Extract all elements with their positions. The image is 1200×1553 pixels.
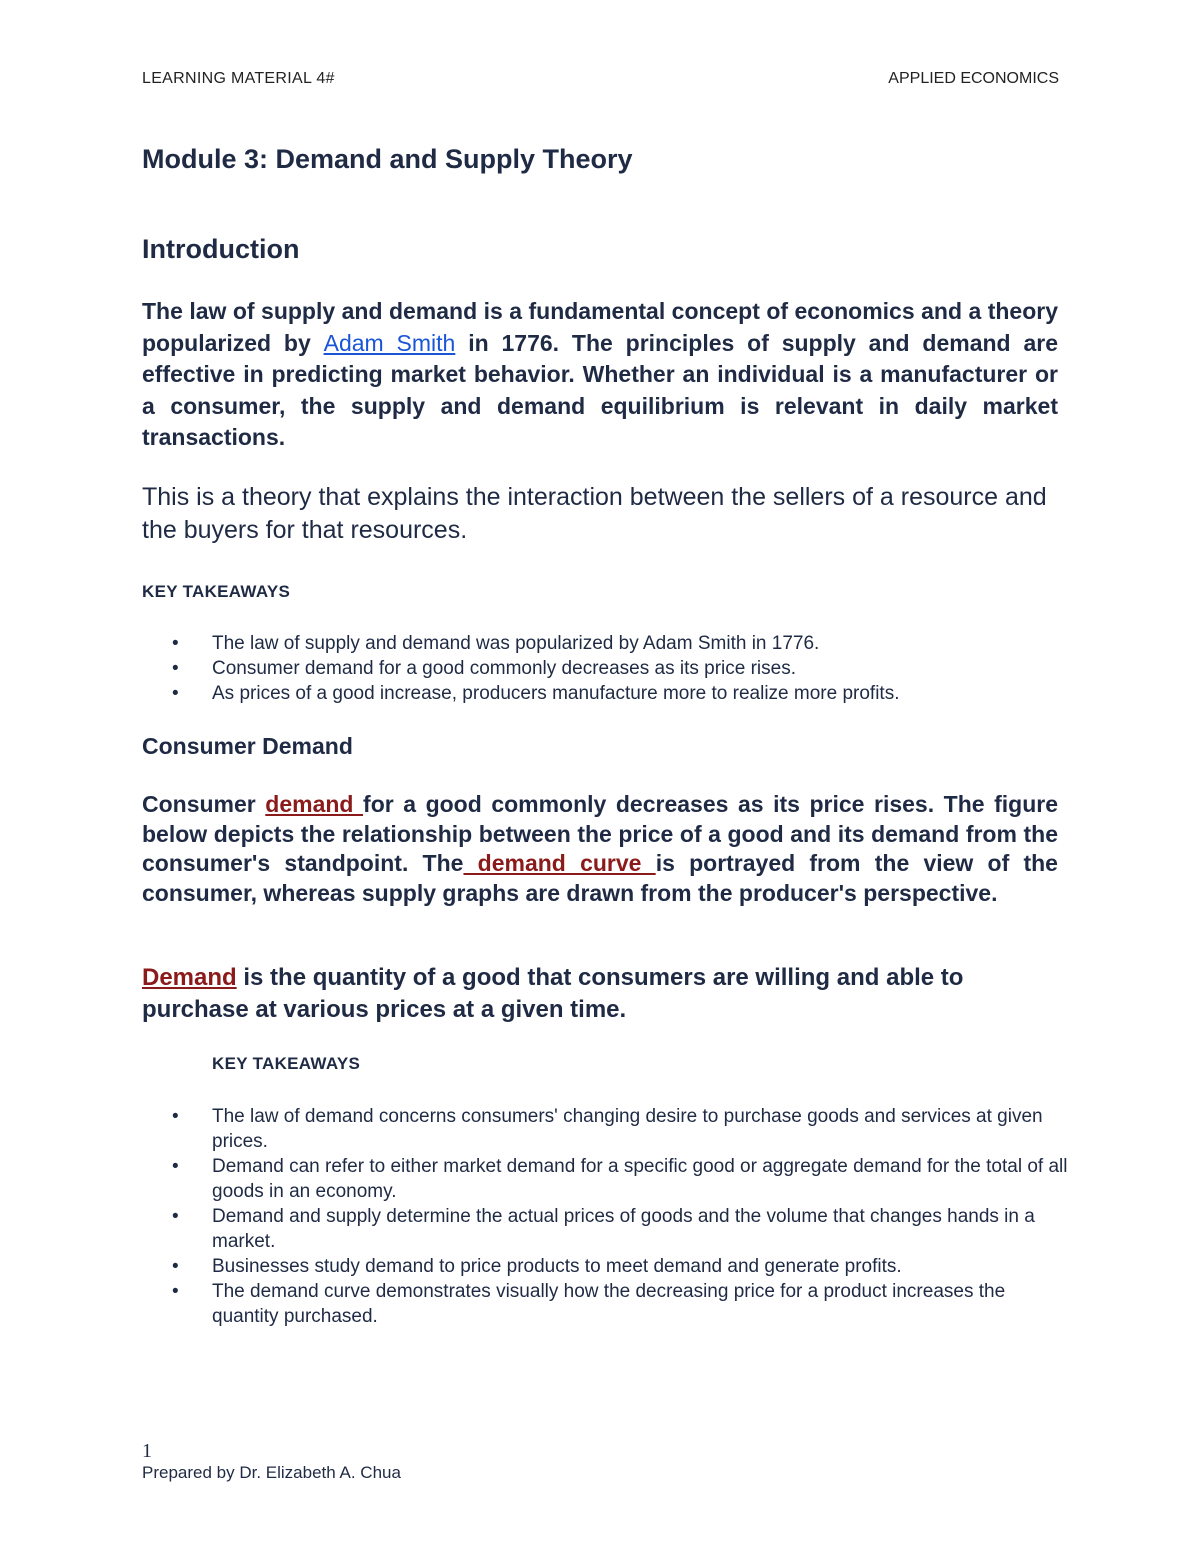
bullet-icon: • xyxy=(172,1106,179,1127)
module-title: Module 3: Demand and Supply Theory xyxy=(142,144,633,174)
page-number: 1 xyxy=(142,1440,152,1462)
demand-definition: Demand is the quantity of a good that consumers are willing and able to purchase at various prices at a given time. xyxy=(142,964,964,1023)
introduction-paragraph xyxy=(142,296,1058,454)
bullet-icon: • xyxy=(172,683,179,704)
theory-statement: This is a theory that explains the interaction between the sellers of a resource and the buyers for that resources. xyxy=(142,483,1047,544)
intro-text-before-link: The law of supply and demand is a fundamental concept of economics and a theory popularized by xyxy=(142,298,1058,356)
list-item: • The law of demand concerns consumers' changing desire to purchase goods and services at given prices. xyxy=(172,1106,1043,1152)
bullet-icon: • xyxy=(172,658,179,679)
header-left: LEARNING MATERIAL 4# xyxy=(142,70,335,87)
demand-curve-term: demand curve xyxy=(463,850,656,876)
list-item: • Demand and supply determine the actual prices of goods and the volume that changes hands in a market. xyxy=(172,1206,1035,1252)
list-item: • Demand can refer to either market demand for a specific good or aggregate demand for the total of all goods in an economy. xyxy=(172,1156,1068,1202)
key-takeaways-list-1 xyxy=(142,631,1072,706)
key-takeaways-heading-1: KEY TAKEAWAYS xyxy=(142,582,291,601)
adam-smith-link[interactable]: Adam Smith xyxy=(323,329,456,356)
bullet-icon: • xyxy=(172,1281,179,1302)
bullet-icon: • xyxy=(172,1256,179,1277)
prepared-by: Prepared by Dr. Elizabeth A. Chua xyxy=(142,1463,401,1482)
introduction-heading: Introduction xyxy=(142,234,300,264)
list-item: • As prices of a good increase, producers manufacture more to realize more profits. xyxy=(172,683,900,704)
list-item: • Consumer demand for a good commonly decreases as its price rises. xyxy=(172,658,796,679)
bullet-icon: • xyxy=(172,1206,179,1227)
bullet-icon: • xyxy=(172,1156,179,1177)
list-item: • The law of supply and demand was popularized by Adam Smith in 1776. xyxy=(172,633,820,654)
consumer-demand-paragraph: Consumer demand for a good commonly decreases as its price rises. The figure below depicts the relationship between the price of a good and its demand from the consumer's standpoint. The demand curve is portrayed from the view of the consumer, whereas supply graphs are drawn from the producer's perspective. xyxy=(142,791,1058,906)
demand-definition-term: Demand xyxy=(142,964,237,991)
key-takeaways-heading-2: KEY TAKEAWAYS xyxy=(212,1054,361,1073)
bullet-icon: • xyxy=(172,633,179,654)
key-takeaways-list-2 xyxy=(142,1104,1072,1329)
header-right: APPLIED ECONOMICS xyxy=(888,70,1059,87)
demand-term: demand xyxy=(265,791,364,817)
list-item: • The demand curve demonstrates visually how the decreasing price for a product increases the quantity purchased. xyxy=(172,1281,1006,1327)
consumer-demand-heading: Consumer Demand xyxy=(142,733,353,759)
list-item: • Businesses study demand to price products to meet demand and generate profits. xyxy=(172,1256,902,1277)
intro-text-after-link: in 1776. The principles of supply and demand are effective in predicting market behavior. Whether an individual is a manufacturer or a consumer, the supply and demand equilibrium is relevant in daily market transactions. xyxy=(142,329,1058,450)
